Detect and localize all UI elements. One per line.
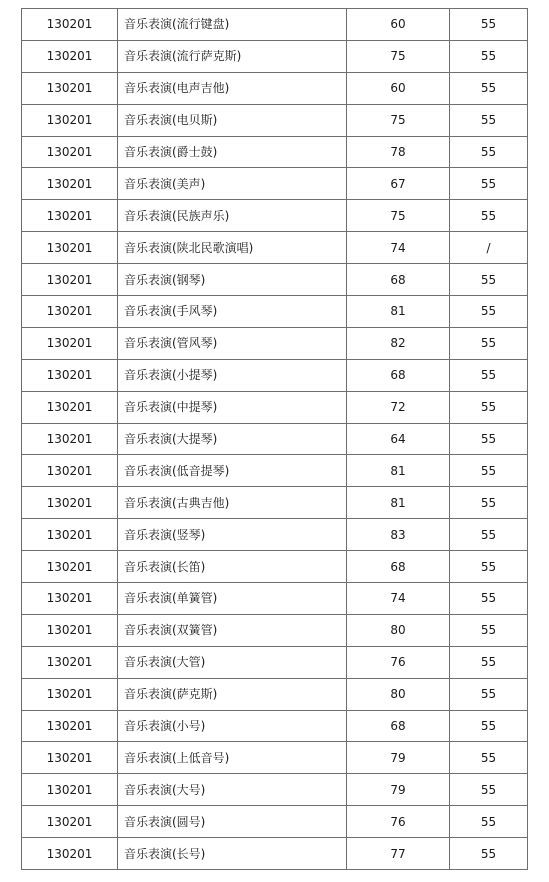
- score-cell: 79: [347, 742, 450, 774]
- score-cell: 55: [450, 327, 528, 359]
- major-name-cell: 音乐表演(大提琴): [118, 423, 347, 455]
- score-cell: 68: [347, 359, 450, 391]
- score-cell: 76: [347, 646, 450, 678]
- score-cell: 55: [450, 487, 528, 519]
- major-name-cell: 音乐表演(管风琴): [118, 327, 347, 359]
- score-cell: 76: [347, 806, 450, 838]
- score-cell: 55: [450, 391, 528, 423]
- score-cell: 81: [347, 296, 450, 328]
- score-cell: 55: [450, 359, 528, 391]
- table-row: [22, 104, 528, 136]
- table-row: [22, 264, 528, 296]
- major-code-cell: 130201: [22, 9, 118, 41]
- table-row: [22, 200, 528, 232]
- score-cell: 55: [450, 200, 528, 232]
- score-cell: 55: [450, 72, 528, 104]
- table-row: [22, 40, 528, 72]
- score-cell: /: [450, 232, 528, 264]
- major-code-cell: 130201: [22, 519, 118, 551]
- major-code-cell: 130201: [22, 487, 118, 519]
- table-row: [22, 710, 528, 742]
- table-row: [22, 168, 528, 200]
- score-cell: 55: [450, 710, 528, 742]
- table-row: [22, 551, 528, 583]
- table-row: [22, 487, 528, 519]
- score-table-container: [21, 8, 527, 870]
- score-cell: 55: [450, 806, 528, 838]
- major-name-cell: 音乐表演(长笛): [118, 551, 347, 583]
- table-row: [22, 72, 528, 104]
- major-name-cell: 音乐表演(爵士鼓): [118, 136, 347, 168]
- major-name-cell: 音乐表演(民族声乐): [118, 200, 347, 232]
- score-cell: 55: [450, 838, 528, 870]
- major-code-cell: 130201: [22, 72, 118, 104]
- major-code-cell: 130201: [22, 264, 118, 296]
- score-cell: 79: [347, 774, 450, 806]
- score-cell: 68: [347, 551, 450, 583]
- table-row: [22, 519, 528, 551]
- table-row: [22, 678, 528, 710]
- score-cell: 60: [347, 9, 450, 41]
- score-cell: 55: [450, 583, 528, 615]
- major-name-cell: 音乐表演(小号): [118, 710, 347, 742]
- table-row: [22, 806, 528, 838]
- score-cell: 83: [347, 519, 450, 551]
- score-cell: 55: [450, 9, 528, 41]
- score-cell: 55: [450, 678, 528, 710]
- major-code-cell: 130201: [22, 136, 118, 168]
- score-cell: 75: [347, 40, 450, 72]
- major-name-cell: 音乐表演(竖琴): [118, 519, 347, 551]
- score-cell: 78: [347, 136, 450, 168]
- major-name-cell: 音乐表演(上低音号): [118, 742, 347, 774]
- score-cell: 82: [347, 327, 450, 359]
- major-code-cell: 130201: [22, 551, 118, 583]
- score-cell: 55: [450, 551, 528, 583]
- score-cell: 77: [347, 838, 450, 870]
- major-name-cell: 音乐表演(电声吉他): [118, 72, 347, 104]
- major-code-cell: 130201: [22, 40, 118, 72]
- score-cell: 55: [450, 264, 528, 296]
- score-cell: 74: [347, 232, 450, 264]
- major-name-cell: 音乐表演(双簧管): [118, 614, 347, 646]
- major-code-cell: 130201: [22, 710, 118, 742]
- major-code-cell: 130201: [22, 742, 118, 774]
- score-cell: 80: [347, 614, 450, 646]
- score-cell: 75: [347, 104, 450, 136]
- major-code-cell: 130201: [22, 774, 118, 806]
- score-cell: 55: [450, 774, 528, 806]
- major-code-cell: 130201: [22, 455, 118, 487]
- major-name-cell: 音乐表演(小提琴): [118, 359, 347, 391]
- major-code-cell: 130201: [22, 423, 118, 455]
- score-cell: 68: [347, 264, 450, 296]
- score-cell: 72: [347, 391, 450, 423]
- score-table-body: [22, 9, 528, 870]
- score-cell: 55: [450, 40, 528, 72]
- major-name-cell: 音乐表演(单簧管): [118, 583, 347, 615]
- score-cell: 67: [347, 168, 450, 200]
- table-row: [22, 232, 528, 264]
- major-code-cell: 130201: [22, 678, 118, 710]
- table-row: [22, 327, 528, 359]
- major-code-cell: 130201: [22, 359, 118, 391]
- table-row: [22, 9, 528, 41]
- major-name-cell: 音乐表演(流行键盘): [118, 9, 347, 41]
- major-name-cell: 音乐表演(美声): [118, 168, 347, 200]
- major-code-cell: 130201: [22, 168, 118, 200]
- table-row: [22, 838, 528, 870]
- score-cell: 74: [347, 583, 450, 615]
- score-cell: 55: [450, 423, 528, 455]
- score-cell: 55: [450, 168, 528, 200]
- table-row: [22, 359, 528, 391]
- score-cell: 55: [450, 296, 528, 328]
- score-cell: 55: [450, 519, 528, 551]
- score-cell: 75: [347, 200, 450, 232]
- major-name-cell: 音乐表演(大号): [118, 774, 347, 806]
- table-row: [22, 455, 528, 487]
- major-code-cell: 130201: [22, 104, 118, 136]
- major-name-cell: 音乐表演(手风琴): [118, 296, 347, 328]
- table-row: [22, 774, 528, 806]
- score-cell: 55: [450, 104, 528, 136]
- score-cell: 81: [347, 455, 450, 487]
- score-cell: 55: [450, 455, 528, 487]
- score-cell: 68: [347, 710, 450, 742]
- score-table: [21, 8, 528, 870]
- major-name-cell: 音乐表演(长号): [118, 838, 347, 870]
- table-row: [22, 646, 528, 678]
- table-row: [22, 296, 528, 328]
- major-name-cell: 音乐表演(萨克斯): [118, 678, 347, 710]
- score-cell: 80: [347, 678, 450, 710]
- major-name-cell: 音乐表演(圆号): [118, 806, 347, 838]
- major-name-cell: 音乐表演(钢琴): [118, 264, 347, 296]
- major-name-cell: 音乐表演(电贝斯): [118, 104, 347, 136]
- major-code-cell: 130201: [22, 646, 118, 678]
- table-row: [22, 136, 528, 168]
- major-code-cell: 130201: [22, 583, 118, 615]
- score-cell: 81: [347, 487, 450, 519]
- score-cell: 55: [450, 136, 528, 168]
- major-code-cell: 130201: [22, 614, 118, 646]
- major-code-cell: 130201: [22, 806, 118, 838]
- score-cell: 64: [347, 423, 450, 455]
- major-code-cell: 130201: [22, 327, 118, 359]
- major-name-cell: 音乐表演(流行萨克斯): [118, 40, 347, 72]
- table-row: [22, 614, 528, 646]
- major-name-cell: 音乐表演(大管): [118, 646, 347, 678]
- major-name-cell: 音乐表演(古典吉他): [118, 487, 347, 519]
- score-cell: 55: [450, 614, 528, 646]
- major-code-cell: 130201: [22, 296, 118, 328]
- score-cell: 60: [347, 72, 450, 104]
- major-name-cell: 音乐表演(中提琴): [118, 391, 347, 423]
- major-code-cell: 130201: [22, 232, 118, 264]
- major-code-cell: 130201: [22, 838, 118, 870]
- major-code-cell: 130201: [22, 200, 118, 232]
- major-name-cell: 音乐表演(陕北民歌演唱): [118, 232, 347, 264]
- score-cell: 55: [450, 742, 528, 774]
- major-code-cell: 130201: [22, 391, 118, 423]
- table-row: [22, 583, 528, 615]
- score-cell: 55: [450, 646, 528, 678]
- table-row: [22, 423, 528, 455]
- table-row: [22, 391, 528, 423]
- table-row: [22, 742, 528, 774]
- major-name-cell: 音乐表演(低音提琴): [118, 455, 347, 487]
